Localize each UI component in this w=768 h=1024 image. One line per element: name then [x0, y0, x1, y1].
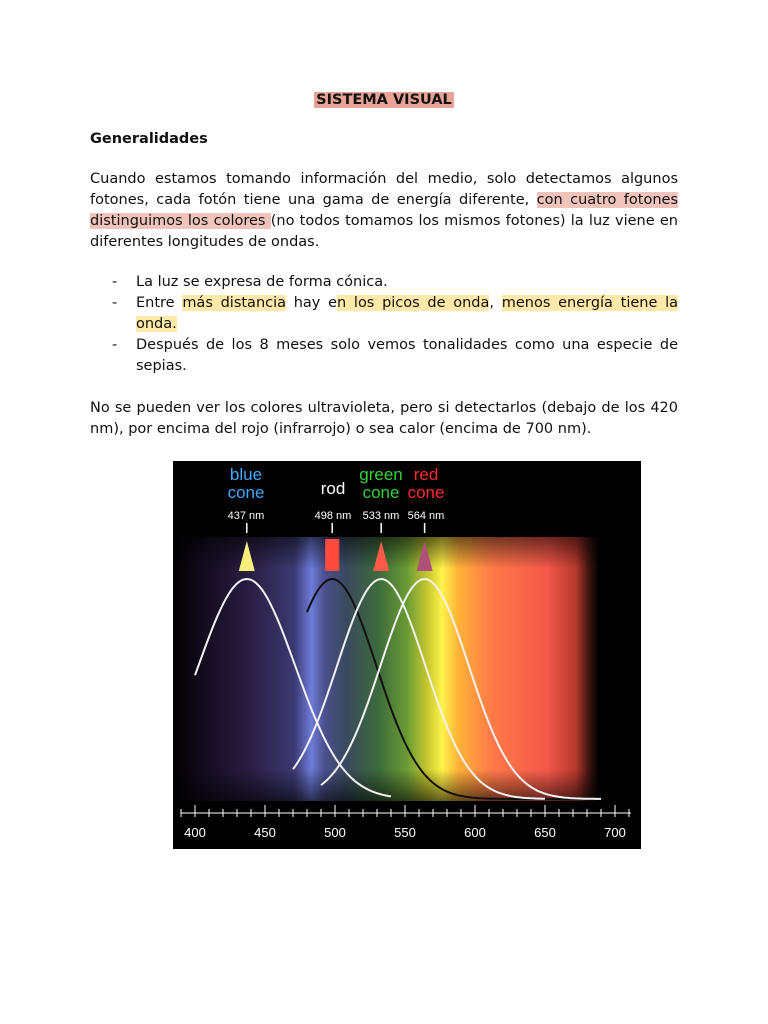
- bullet-dash: -: [112, 274, 118, 290]
- blue-cone-label-1: blue: [229, 465, 263, 484]
- paragraph-intro-text-1: Cuando estamos tomando información del medio, solo detectamos algunos fotones, cada fotón tiene una gama de energía diferente,: [90, 171, 678, 208]
- bullet-item: [90, 272, 678, 293]
- rod-wavelength: 498 nm: [314, 510, 352, 522]
- bullet-dash: -: [112, 337, 118, 353]
- axis-tick-label: 400: [184, 825, 206, 840]
- axis-tick-label: 700: [604, 825, 626, 840]
- bullet-item: [90, 293, 678, 335]
- paragraph-intro-text-2: (no todos tomamos los mismos fotones) la luz viene en diferentes longitudes de ondas.: [90, 213, 678, 250]
- red-cone-label-2: cone: [407, 483, 445, 502]
- page-title: SISTEMA VISUAL: [316, 92, 452, 108]
- red-cone-label-1: red: [413, 465, 439, 484]
- bullet-list: [90, 272, 678, 377]
- paragraph-intro-highlight: con cuatro fotones distinguimos los colores: [90, 192, 678, 229]
- red-cone-wavelength: 564 nm: [407, 510, 445, 522]
- bullet-text: La luz se expresa de forma cónica.: [136, 274, 388, 290]
- bullet-highlight: más distancia: [182, 295, 287, 311]
- axis-tick-label: 600: [464, 825, 486, 840]
- title-row: [0, 92, 768, 108]
- axis-tick-label: 500: [324, 825, 346, 840]
- blue-cone-label-2: cone: [227, 483, 265, 502]
- axis-tick-label: 650: [534, 825, 556, 840]
- blue-cone-wavelength: 437 nm: [227, 510, 265, 522]
- bullet-text-part: ,: [489, 295, 502, 311]
- axis-tick-label: 450: [254, 825, 276, 840]
- rod-label: rod: [320, 479, 346, 498]
- green-cone-label-1: green: [359, 465, 403, 484]
- spectrum-chart: [173, 461, 641, 849]
- bullet-text-part: hay e: [286, 295, 338, 311]
- bullet-highlight: n los picos de onda: [337, 295, 490, 311]
- green-cone-label-2: cone: [362, 483, 400, 502]
- green-cone-wavelength: 533 nm: [362, 510, 400, 522]
- bullet-text: Después de los 8 meses solo vemos tonalidades como una especie de sepias.: [136, 337, 678, 374]
- paragraph-intro: [90, 169, 678, 253]
- section-heading: Generalidades: [90, 131, 208, 147]
- spectrum-band-shading: [173, 537, 641, 801]
- spectrum-figure: [173, 461, 641, 849]
- bullet-dash: -: [112, 295, 118, 311]
- bullet-highlight: menos energía tiene la onda.: [136, 295, 679, 332]
- bullet-text-part: Entre: [136, 295, 183, 311]
- paragraph-ultraviolet: No se pueden ver los colores ultravioleta, pero si detectarlos (debajo de los 420 nm), por encima del rojo (infrarrojo) o sea calor (encima de 700 nm).: [90, 400, 678, 437]
- axis-tick-label: 550: [394, 825, 416, 840]
- bullet-item: [90, 335, 678, 377]
- peak-marker-rod: [325, 539, 339, 571]
